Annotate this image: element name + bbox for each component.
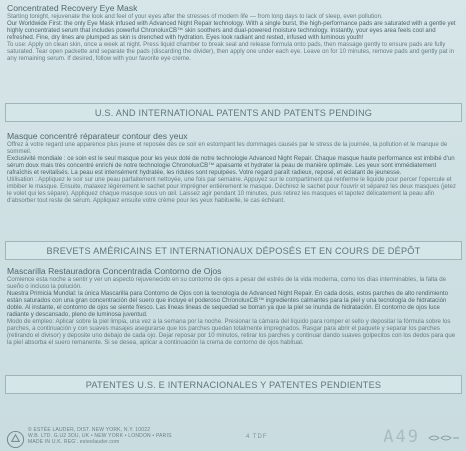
address-line-2: W.B. LTD. G.U2 3OU, UK • NEW YORK • LONDON • PARIS <box>28 433 172 440</box>
banner-patents-english: U.S. AND INTERNATIONAL PATENTS AND PATENTS PENDING <box>5 103 462 122</box>
address-line-3: MADE IN U.K. REG'. esteelauder.com <box>28 439 120 446</box>
spanish-title: Mascarilla Restauradora Concentrada Contorno de Ojos <box>7 266 222 276</box>
french-howto: Utilisation : Appliquez le soir sur une peau parfaitement nettoyée, une fois par semaine. Appuyez sur le compartiment qui renferme le liquide pour percer l'opercule et imbiber le masque. Ensuite, malaxez légèrement le sachet pour imprégner entièrement le masque. Déchirez le sachet pour l'ouvrir et séparez les deux masques (jetez le volet qui les sépare). Appliquez chaque masque sous un œil. Laissez agir pendant 10 minutes, puis retirez les masques et tapotez délicatement la peau afin d'absorber tout reste de sérum. Appliquez ensuite votre crème pour les yeux habituelle, le cas échéant. <box>7 176 456 205</box>
eye-mask-icon <box>428 434 460 442</box>
french-intro: Offrez à votre regard une apparence plus jeune et reposée dès ce soir en estompant les dommages causés par le stress de la journée, la pollution et le manque de sommeil. <box>7 141 448 156</box>
company-address <box>28 427 172 446</box>
spanish-section <box>7 266 460 346</box>
english-howto: To use: Apply on clean skin, once a week at night. Press liquid chamber to break seal and release formula onto pads, then massage gently to ensure pads are fully saturated. Tear open packette and separate the pads (discarding the divider), then apply one under each eye. Leave on for 10 minutes, remove pads and gently pat in any remaining serum. If desired, follow with your favorite eye creme. <box>7 41 455 63</box>
french-exclusive: Exclusivité mondiale : ce soin est le seul masque pour les yeux doté de notre technologie Advanced Night Repair. Chaque masque haute performance est imbibé d'un sérum doux mais très concentré enrichi de notre technologie ChronoluxCB™ apaisante et hydrater la peau de manière optimale. Les yeux sont immédiatement rafraîchis et revitalisés. La peau est intensément hydratée, les ridules sont repulpées. Votre regard paraît radieux, reposé, et éclatant de jeunesse. <box>7 155 455 177</box>
recycle-icon <box>6 430 25 449</box>
english-section <box>7 3 460 62</box>
english-title: Concentrated Recovery Eye Mask <box>7 3 138 13</box>
address-line-1: © ESTÉE LAUDER, DIST. NEW YORK, N.Y. 10022 <box>28 427 151 433</box>
english-exclusive: Our Worldwide First: the only Eye Mask infused with Advanced Night Repair technology. With a single burst, the high-performance pads are saturated with a gentle yet highly concentrated serum that includes powerful ChronoluxCB™ skin soothers and dual-powered moisture technology. Instantly, your eyes area feels cool and refreshed. Fine, dry lines are plumped as skin is drenched with hydration. Eyes look radiant and rested, infused with luminous youth! <box>7 20 456 42</box>
spanish-exclusive: Nuestra Primicia Mundial: la única Mascarilla para Contorno de Ojos con la tecnología de Advanced Night Repair. En cada dosis, estos parches de alto rendimiento están saturados con una gran concentración del suero que incluye el poderoso ChronoluxCB™ ingredientes calmantes para la piel y una tecnología de hidratación doble. Al instante, el contorno de ojos se siente fresco. Las líneas lineas de sequedad se borran ya que la piel se inunda de hidratación. El contorno de ojos luce radiante y descansado, pleno de luminosa juventud. <box>7 290 449 319</box>
footer <box>6 426 460 451</box>
batch-code: 4 TDF <box>246 434 268 440</box>
french-title: Masque concentré réparateur contour des yeux <box>7 131 188 141</box>
lot-number: A49 <box>383 427 420 447</box>
spanish-howto: Modo de empleo: Aplicar sobre la piel limpia, una vez a la semana por la noche. Presionar la cámara del líquido para romper el sello y depositar la fórmula sobre los parches, a continuación y con suaves masajes asegurarse que los parches quedan totalmente impregnados. Rasgar para abrir el paquete y separar los parches (retirando el divisor) y deposite uno debajo de cada ojo. Dejar reposar por 10 minutos, retirar los parches y continuar dando suaves golpecitos con los dedos para que la piel absorba el suero remanente. Si se desea, aplicar a continuación la crema de contorno de ojos habitual. <box>7 318 456 347</box>
french-section <box>7 131 460 204</box>
banner-patents-french: BREVETS AMÉRICAINS ET INTERNATIONAUX DÉPOSÉS ET EN COURS DE DÉPÔT <box>5 241 462 260</box>
banner-patents-spanish: PATENTES U.S. E INTERNACIONALES Y PATENTES PENDIENTES <box>5 375 462 394</box>
spanish-intro: Comience esta noche a sentir y ver un aspecto rejuvenecido en su contorno de ojos a pesar del estrés de la vida moderna, como los días interminables, la falta de sueño o incluso la polución. <box>7 276 446 291</box>
english-intro: Starting tonight, rejuvenate the look and feel of your eyes after the stresses of modern life — from long days to lack of sleep, even pollution. <box>7 13 383 20</box>
